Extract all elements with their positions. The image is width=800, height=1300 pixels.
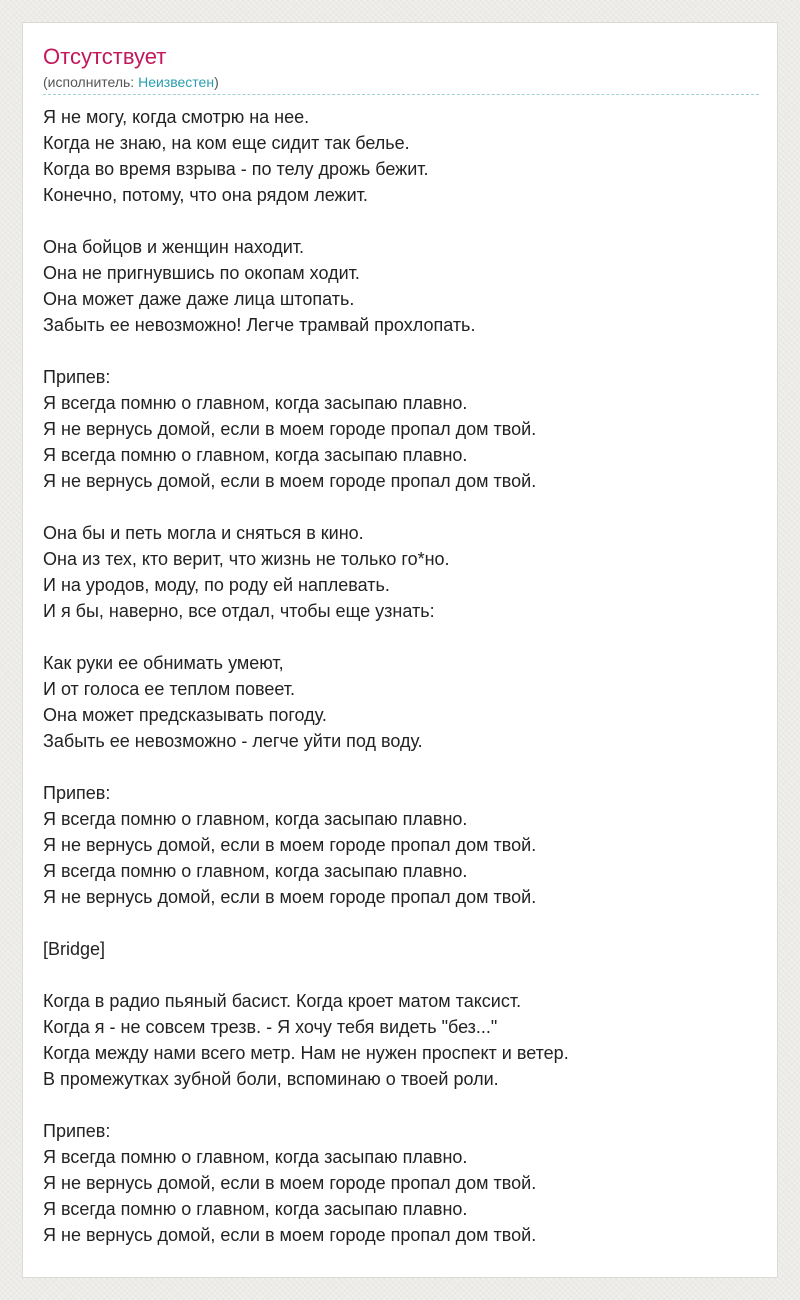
lyrics-blank-line bbox=[43, 910, 759, 936]
lyrics-blank-line bbox=[43, 338, 759, 364]
lyrics-line: Я не вернусь домой, если в моем городе пропал дом твой. bbox=[43, 835, 537, 855]
lyrics-line: Я всегда помню о главном, когда засыпаю плавно. bbox=[43, 445, 468, 465]
lyrics-line: Я всегда помню о главном, когда засыпаю плавно. bbox=[43, 393, 468, 413]
lyrics-line: Когда я - не совсем трезв. - Я хочу тебя видеть "без..." bbox=[43, 1017, 498, 1037]
lyrics-line: Как руки ее обнимать умеют, bbox=[43, 653, 284, 673]
lyrics-blank-line bbox=[43, 494, 759, 520]
lyrics-blank-line bbox=[43, 754, 759, 780]
lyrics-line: Конечно, потому, что она рядом лежит. bbox=[43, 185, 368, 205]
lyrics-line: Припев: bbox=[43, 1121, 111, 1141]
lyrics-line: Я всегда помню о главном, когда засыпаю плавно. bbox=[43, 861, 468, 881]
song-title: Отсутствует bbox=[43, 44, 167, 69]
lyrics-line: Когда между нами всего метр. Нам не нужен проспект и ветер. bbox=[43, 1043, 569, 1063]
lyrics-line: И от голоса ее теплом повеет. bbox=[43, 679, 296, 699]
lyrics-line: Она из тех, кто верит, что жизнь не только го*но. bbox=[43, 549, 450, 569]
lyrics-blank-line bbox=[43, 962, 759, 988]
lyrics-line: Я не вернусь домой, если в моем городе пропал дом твой. bbox=[43, 419, 537, 439]
lyrics-line: Я не могу, когда смотрю на нее. bbox=[43, 107, 310, 127]
lyrics-line: Припев: bbox=[43, 367, 111, 387]
lyrics-line: [Bridge] bbox=[43, 939, 106, 959]
lyrics-line: Она не пригнувшись по окопам ходит. bbox=[43, 263, 360, 283]
lyrics-line: Я не вернусь домой, если в моем городе пропал дом твой. bbox=[43, 887, 537, 907]
lyrics-line: Припев: bbox=[43, 783, 111, 803]
lyrics-line: Я не вернусь домой, если в моем городе пропал дом твой. bbox=[43, 471, 537, 491]
lyrics-line: Я не вернусь домой, если в моем городе пропал дом твой. bbox=[43, 1225, 537, 1245]
lyrics-card bbox=[22, 22, 778, 1278]
lyrics-line: Она бойцов и женщин находит. bbox=[43, 237, 305, 257]
lyrics-line: Она может даже даже лица штопать. bbox=[43, 289, 355, 309]
lyrics-line: Когда во время взрыва - по телу дрожь бежит. bbox=[43, 159, 429, 179]
lyrics-line: И на уродов, моду, по роду ей наплевать. bbox=[43, 575, 390, 595]
lyrics-line: Я не вернусь домой, если в моем городе пропал дом твой. bbox=[43, 1173, 537, 1193]
lyrics-line: В промежутках зубной боли, вспоминаю о твоей роли. bbox=[43, 1069, 499, 1089]
lyrics-line: Я всегда помню о главном, когда засыпаю плавно. bbox=[43, 1199, 468, 1219]
lyrics-line: Я всегда помню о главном, когда засыпаю плавно. bbox=[43, 809, 468, 829]
lyrics-line: И я бы, наверно, все отдал, чтобы еще узнать: bbox=[43, 601, 435, 621]
lyrics-blank-line bbox=[43, 624, 759, 650]
lyrics-line: Она может предсказывать погоду. bbox=[43, 705, 327, 725]
artist-line bbox=[43, 72, 219, 92]
lyrics-line: Когда не знаю, на ком еще сидит так белье. bbox=[43, 133, 410, 153]
lyrics-blank-line bbox=[43, 1092, 759, 1118]
artist-prefix: (исполнитель: bbox=[43, 74, 139, 90]
title-divider bbox=[43, 94, 759, 95]
lyrics-line: Я всегда помню о главном, когда засыпаю плавно. bbox=[43, 1147, 468, 1167]
lyrics-body bbox=[43, 104, 759, 1248]
lyrics-line: Когда в радио пьяный басист. Когда кроет матом таксист. bbox=[43, 991, 522, 1011]
lyrics-line: Забыть ее невозможно - легче уйти под воду. bbox=[43, 731, 423, 751]
lyrics-line: Забыть ее невозможно! Легче трамвай прохлопать. bbox=[43, 315, 476, 335]
lyrics-line: Она бы и петь могла и сняться в кино. bbox=[43, 523, 364, 543]
lyrics-blank-line bbox=[43, 208, 759, 234]
artist-link[interactable]: Неизвестен bbox=[138, 74, 215, 90]
artist-suffix: ) bbox=[214, 74, 219, 90]
